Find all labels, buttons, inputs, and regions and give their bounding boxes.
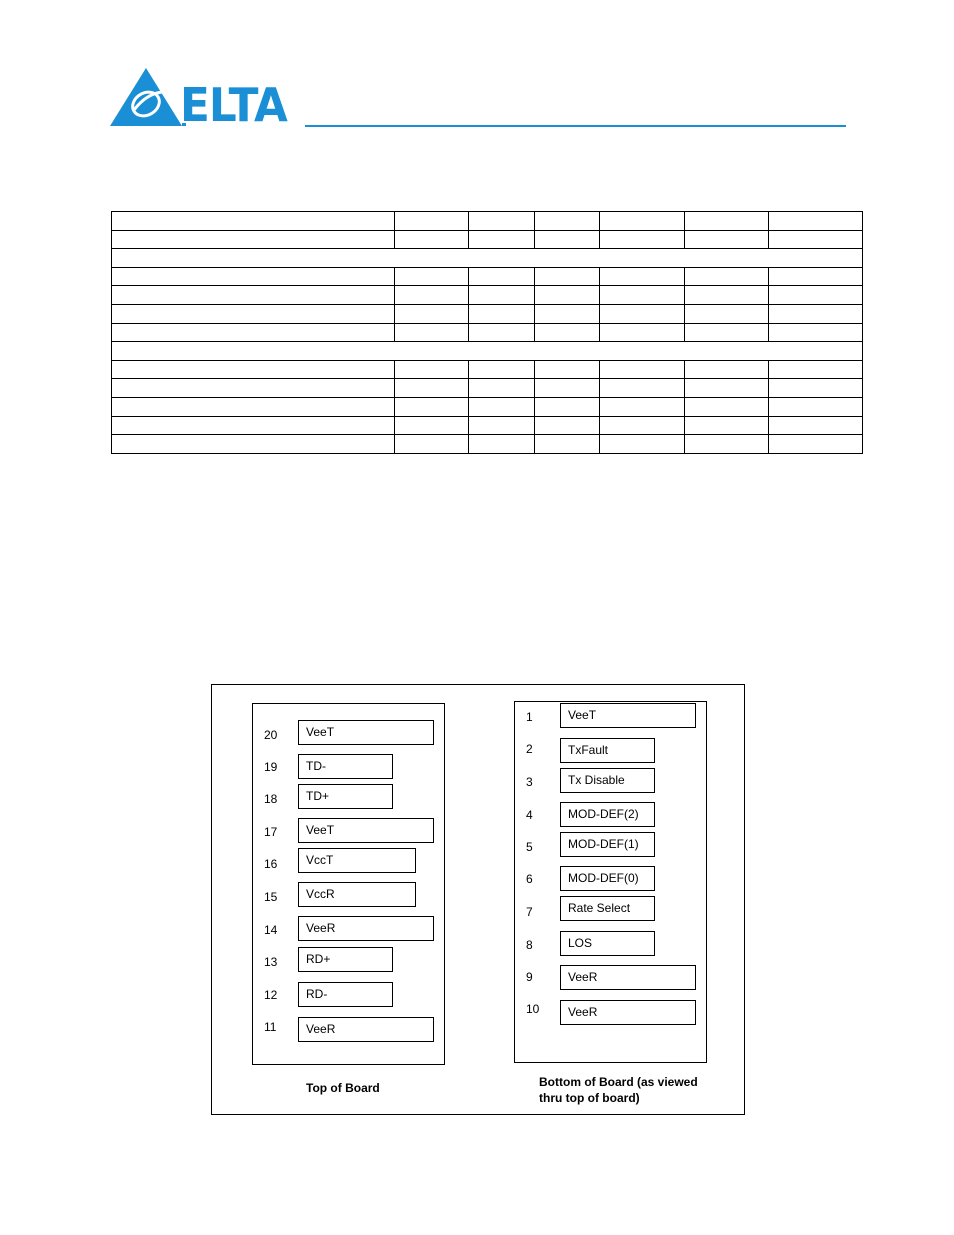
table-row [112, 286, 863, 305]
pin-label-box: VeeR [560, 965, 696, 990]
bottom-board-caption-line2: thru top of board) [539, 1091, 640, 1105]
pin-label-box: VeeT [298, 818, 434, 843]
pin-number: 15 [264, 890, 278, 904]
table-row [112, 435, 863, 454]
spec-table [111, 211, 863, 454]
pin-label-box: VccT [298, 848, 416, 873]
pin-number: 1 [526, 710, 533, 724]
pin-label-box: TD- [298, 754, 393, 779]
table-row [112, 416, 863, 435]
pin-number: 10 [526, 1002, 540, 1016]
pin-number: 3 [526, 775, 533, 789]
pin-number: 13 [264, 955, 278, 969]
pin-label-box: Tx Disable [560, 768, 655, 793]
pin-label-box: VeeR [560, 1000, 696, 1025]
table-row [112, 230, 863, 249]
pin-number: 17 [264, 825, 278, 839]
pin-number: 19 [264, 760, 278, 774]
pin-number: 9 [526, 970, 533, 984]
pin-label-box: MOD-DEF(2) [560, 802, 655, 827]
pin-label-box: MOD-DEF(0) [560, 866, 655, 891]
pin-label-box: VeeR [298, 916, 434, 941]
table-row [112, 267, 863, 286]
pin-number: 4 [526, 808, 533, 822]
pin-label-box: VeeT [560, 703, 696, 728]
bottom-board [514, 701, 707, 1063]
pin-label-box: RD- [298, 982, 393, 1007]
bottom-board-caption-line1: Bottom of Board (as viewed [539, 1075, 698, 1089]
pin-label-box: RD+ [298, 947, 393, 972]
table-row [112, 360, 863, 379]
pin-number: 8 [526, 938, 533, 952]
pin-label-box: MOD-DEF(1) [560, 832, 655, 857]
pin-number: 16 [264, 857, 278, 871]
pin-number: 20 [264, 728, 278, 742]
pin-label-box: TD+ [298, 784, 393, 809]
pin-number: 2 [526, 742, 533, 756]
table-row [112, 398, 863, 417]
pin-diagram [211, 684, 745, 1115]
top-board [252, 703, 445, 1065]
pin-label-box: LOS [560, 931, 655, 956]
pin-label-box: VeeR [298, 1017, 434, 1042]
pin-number: 6 [526, 872, 533, 886]
pin-number: 14 [264, 923, 278, 937]
pin-number: 7 [526, 905, 533, 919]
table-row [112, 379, 863, 398]
pin-number: 11 [264, 1020, 277, 1034]
pin-label-box: VccR [298, 882, 416, 907]
table-row [112, 305, 863, 324]
top-board-caption: Top of Board [306, 1081, 380, 1095]
pin-label-box: VeeT [298, 720, 434, 745]
table-row [112, 323, 863, 342]
table-section-row [112, 249, 863, 268]
pin-label-box: TxFault [560, 738, 655, 763]
logo-wordmark: ELTA [180, 78, 287, 132]
table-section-row [112, 342, 863, 361]
header-rule [305, 125, 846, 127]
pin-number: 12 [264, 988, 278, 1002]
pin-label-box: Rate Select [560, 896, 655, 921]
pin-number: 18 [264, 792, 278, 806]
table-row [112, 212, 863, 231]
pin-number: 5 [526, 840, 533, 854]
